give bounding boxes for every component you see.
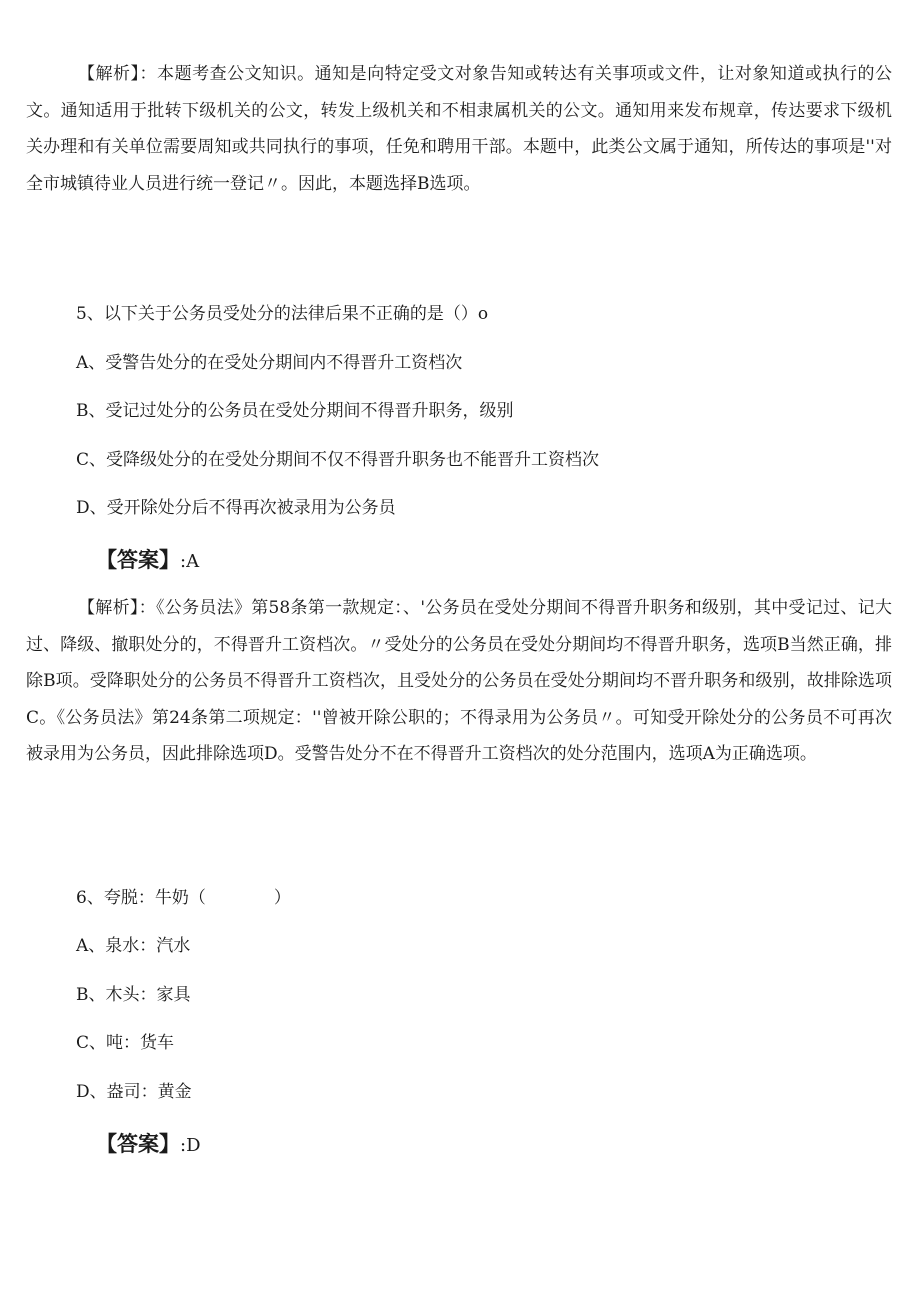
- question-6-option-b: B、木头：家具: [76, 985, 191, 1005]
- question-6-stem: 6、夸脱：牛奶（ ）: [76, 888, 291, 908]
- analysis-text: ：本题考查公文知识。通知是向特定受文对象告知或转达有关事项或文件，让对象知道或执行的公文。通知适用于批转下级机关的公文，转发上级机关和不相隶属机关的公文。通知用来发布规章，传达要求下级机关办理和有关单位需要周知或共同执行的事项，任免和聘用干部。本题中，此类公文属于通知，所传达的事项是''对全市城镇待业人员进行统一登记〃。因此，本题选择B选项。: [26, 64, 893, 194]
- question-6-option-c: C、吨：货车: [76, 1033, 175, 1053]
- analysis-label: 【解析】: [78, 598, 139, 618]
- answer-label: 【答案】: [96, 548, 180, 572]
- analysis-paragraph-q5: [26, 590, 892, 773]
- question-5-option-a: A、受警告处分的在受处分期间内不得晋升工资档次: [76, 353, 463, 373]
- analysis-paragraph-q4: [26, 56, 892, 202]
- question-5-option-d: D、受开除处分后不得再次被录用为公务员: [76, 498, 396, 518]
- question-6-option-d: D、盎司：黄金: [76, 1082, 192, 1102]
- question-5-stem: 5、以下关于公务员受处分的法律后果不正确的是（）o: [76, 304, 489, 324]
- question-5-option-c: C、受降级处分的在受处分期间不仅不得晋升职务也不能晋升工资档次: [76, 450, 600, 470]
- answer-label: 【答案】: [96, 1132, 180, 1156]
- question-6-option-a: A、泉水：汽水: [76, 936, 191, 956]
- question-5-option-b: B、受记过处分的公务员在受处分期间不得晋升职务，级别: [76, 401, 514, 421]
- analysis-label: 【解析】: [78, 64, 140, 84]
- question-6-answer: 【答案】:D: [96, 1132, 201, 1156]
- answer-value: A: [186, 551, 200, 572]
- answer-value: D: [186, 1135, 201, 1156]
- analysis-text: ：《公务员法》第58条第一款规定：、'公务员在受处分期间不得晋升职务和级别，其中受记过、记大过、降级、撤职处分的，不得晋升工资档次。〃受处分的公务员在受处分期间均不得晋升职务，选项B当然正确，排除B项。受降职处分的公务员不得晋升工资档次，且受处分的公务员在受处分期间均不晋升职务和级别，故排除选项C。《公务员法》第24条第二项规定：''曾被开除公职的；不得录用为公务员〃。可知受开除处分的公务员不可再次被录用为公务员，因此排除选项D。受警告处分不在不得晋升工资档次的处分范围内，选项A为正确选项。: [26, 598, 892, 764]
- question-5-answer: 【答案】:A: [96, 548, 200, 572]
